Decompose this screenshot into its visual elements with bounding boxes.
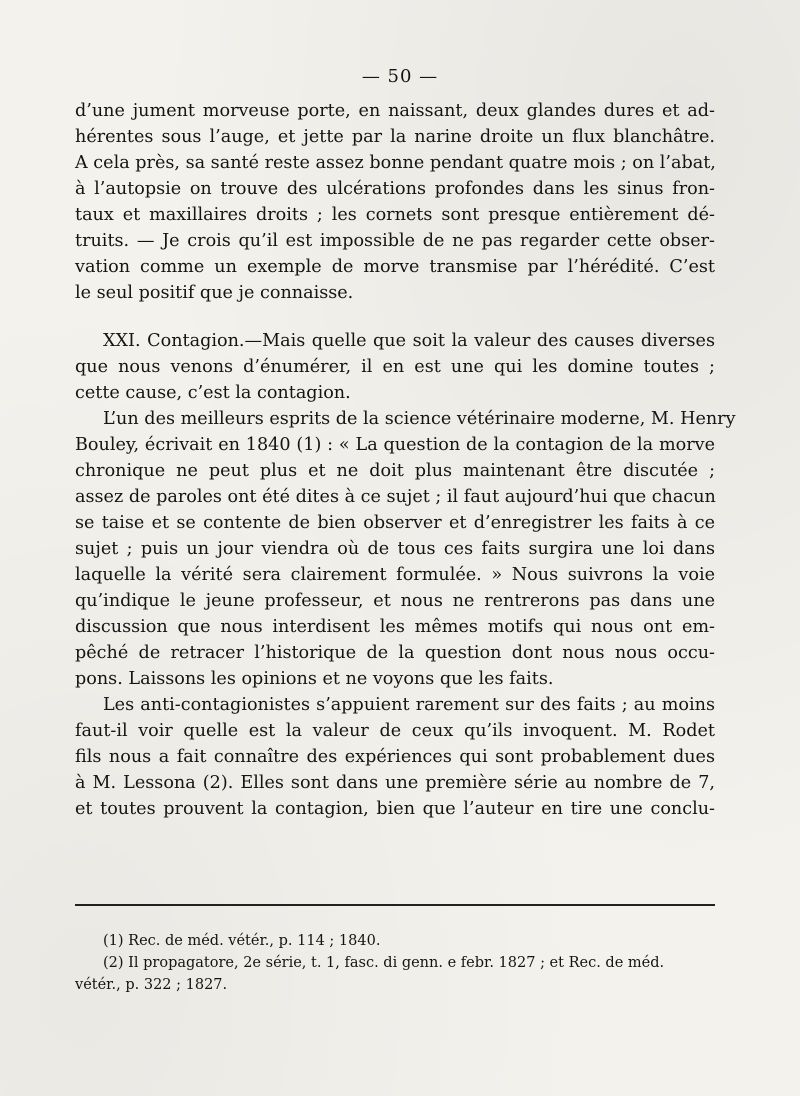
text-line: faut-il voir quelle est la valeur de ceux qu’ils invoquent. M. Rodet [75, 721, 715, 741]
text-line: laquelle la vérité sera clairement formulée. » Nous suivrons la voie [75, 565, 715, 585]
body-text [75, 98, 736, 822]
section-heading-line: XXI. Contagion.—Mais quelle que soit la valeur des causes diverses [103, 331, 715, 351]
footnotes [75, 930, 715, 996]
text-line: pons. Laissons les opinions et ne voyons que les faits. [75, 669, 554, 689]
footnote: (2) Il propagatore, 2e série, t. 1, fasc. di genn. e febr. 1827 ; et Rec. de méd. [103, 955, 665, 971]
text-line: sujet ; puis un jour viendra où de tous ces faits surgira une loi dans [75, 539, 715, 559]
text-line: discussion que nous interdisent les mêmes motifs qui nous ont em- [75, 617, 715, 637]
text-line: et toutes prouvent la contagion, bien que l’auteur en tire une conclu- [75, 799, 715, 819]
text-line: L’un des meilleurs esprits de la science vétérinaire moderne, M. Henry [103, 409, 736, 429]
text-line: à l’autopsie on trouve des ulcérations profondes dans les sinus fron- [75, 179, 715, 199]
text-line: d’une jument morveuse porte, en naissant, deux glandes dures et ad- [75, 101, 715, 121]
text-line: qu’indique le jeune professeur, et nous ne rentrerons pas dans une [75, 591, 715, 611]
text-line: que nous venons d’énumérer, il en est une qui les domine toutes ; [75, 357, 715, 377]
text-line: à M. Lessona (2). Elles sont dans une première série au nombre de 7, [75, 773, 715, 793]
footnote-continuation: vétér., p. 322 ; 1827. [75, 977, 228, 993]
text-line: chronique ne peut plus et ne doit plus maintenant être discutée ; [75, 461, 715, 481]
footnote-rule [75, 904, 715, 906]
text-line: truits. — Je crois qu’il est impossible de ne pas regarder cette obser- [75, 231, 715, 251]
text-line: assez de paroles ont été dites à ce sujet ; il faut aujourd’hui que chacun [75, 487, 716, 507]
text-line: pêché de retracer l’historique de la question dont nous nous occu- [75, 643, 715, 663]
text-line: le seul positif que je connaisse. [75, 283, 354, 303]
text-line: cette cause, c’est la contagion. [75, 383, 351, 403]
text-line: taux et maxillaires droits ; les cornets sont presque entièrement dé- [75, 205, 715, 225]
text-line: Les anti-contagionistes s’appuient rarement sur des faits ; au moins [103, 695, 715, 715]
text-line: Bouley, écrivait en 1840 (1) : « La question de la contagion de la morve [75, 435, 715, 455]
text-line: vation comme un exemple de morve transmise par l’hérédité. C’est [75, 257, 715, 277]
text-line: fils nous a fait connaître des expériences qui sont probablement dues [75, 747, 715, 767]
text-line: A cela près, sa santé reste assez bonne pendant quatre mois ; on l’abat, [75, 153, 716, 173]
footnote: (1) Rec. de méd. vétér., p. 114 ; 1840. [103, 933, 381, 949]
paragraph-gap [75, 306, 715, 328]
text-line: hérentes sous l’auge, et jette par la narine droite un flux blanchâtre. [75, 127, 715, 147]
page-number: — 50 — [361, 66, 439, 87]
text-line: se taise et se contente de bien observer et d’enregistrer les faits à ce [75, 513, 715, 533]
